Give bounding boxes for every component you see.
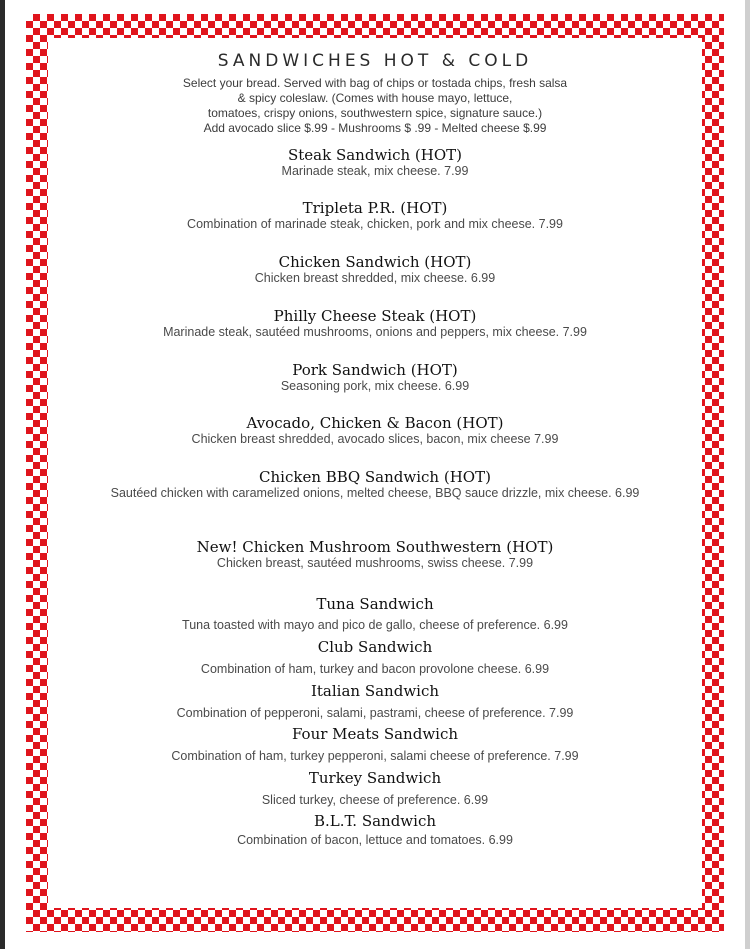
item-name: Chicken BBQ Sandwich (HOT) [259, 468, 491, 486]
item-name: Pork Sandwich (HOT) [292, 361, 458, 379]
item-description: Combination of pepperoni, salami, pastrami, cheese of preference. 7.99 [176, 706, 574, 720]
item-description: Sliced turkey, cheese of preference. 6.99 [261, 793, 489, 807]
item-description: Chicken breast shredded, avocado slices, bacon, mix cheese 7.99 [191, 432, 559, 446]
item-description: Seasoning pork, mix cheese. 6.99 [280, 379, 470, 393]
right-edge [745, 0, 750, 949]
item-description: Chicken breast shredded, mix cheese. 6.99 [254, 271, 496, 285]
intro-line: & spicy coleslaw. (Comes with house mayo, lettuce, [237, 91, 513, 105]
item-description: Marinade steak, sautéed mushrooms, onions and peppers, mix cheese. 7.99 [163, 325, 587, 339]
intro-line: tomatoes, crispy onions, southwestern spice, signature sauce.) [207, 106, 543, 120]
item-name: Tuna Sandwich [316, 595, 434, 613]
item-description: Tuna toasted with mayo and pico de gallo, cheese of preference. 6.99 [182, 618, 568, 632]
item-name: Philly Cheese Steak (HOT) [273, 307, 477, 325]
item-description: Combination of bacon, lettuce and tomatoes. 6.99 [237, 833, 513, 847]
menu-intro [80, 76, 670, 136]
item-name: Tripleta P.R. (HOT) [302, 199, 448, 217]
left-edge [0, 0, 5, 949]
item-name: Club Sandwich [317, 638, 433, 656]
item-description: Combination of marinade steak, chicken, pork and mix cheese. 7.99 [187, 217, 563, 231]
item-description: Combination of ham, turkey pepperoni, salami cheese of preference. 7.99 [171, 749, 579, 763]
item-name: B.L.T. Sandwich [313, 812, 437, 830]
item-name: Italian Sandwich [310, 682, 440, 700]
item-name: Four Meats Sandwich [291, 725, 459, 743]
item-description: Combination of ham, turkey and bacon provolone cheese. 6.99 [200, 662, 550, 676]
item-description: Sautéed chicken with caramelized onions, melted cheese, BBQ sauce drizzle, mix cheese. 6.99 [110, 486, 640, 500]
item-name: Avocado, Chicken & Bacon (HOT) [246, 414, 504, 432]
item-description: Chicken breast, sautéed mushrooms, swiss cheese. 7.99 [216, 556, 534, 570]
menu-title: SANDWICHES HOT & COLD [217, 51, 533, 71]
item-name: New! Chicken Mushroom Southwestern (HOT) [196, 538, 554, 556]
intro-line: Select your bread. Served with bag of chips or tostada chips, fresh salsa [182, 76, 568, 90]
item-name: Steak Sandwich (HOT) [287, 146, 463, 164]
item-name: Turkey Sandwich [308, 769, 442, 787]
item-description: Marinade steak, mix cheese. 7.99 [281, 164, 469, 178]
intro-line: Add avocado slice $.99 - Mushrooms $ .99 - Melted cheese $.99 [203, 121, 547, 135]
item-name: Chicken Sandwich (HOT) [278, 253, 472, 271]
